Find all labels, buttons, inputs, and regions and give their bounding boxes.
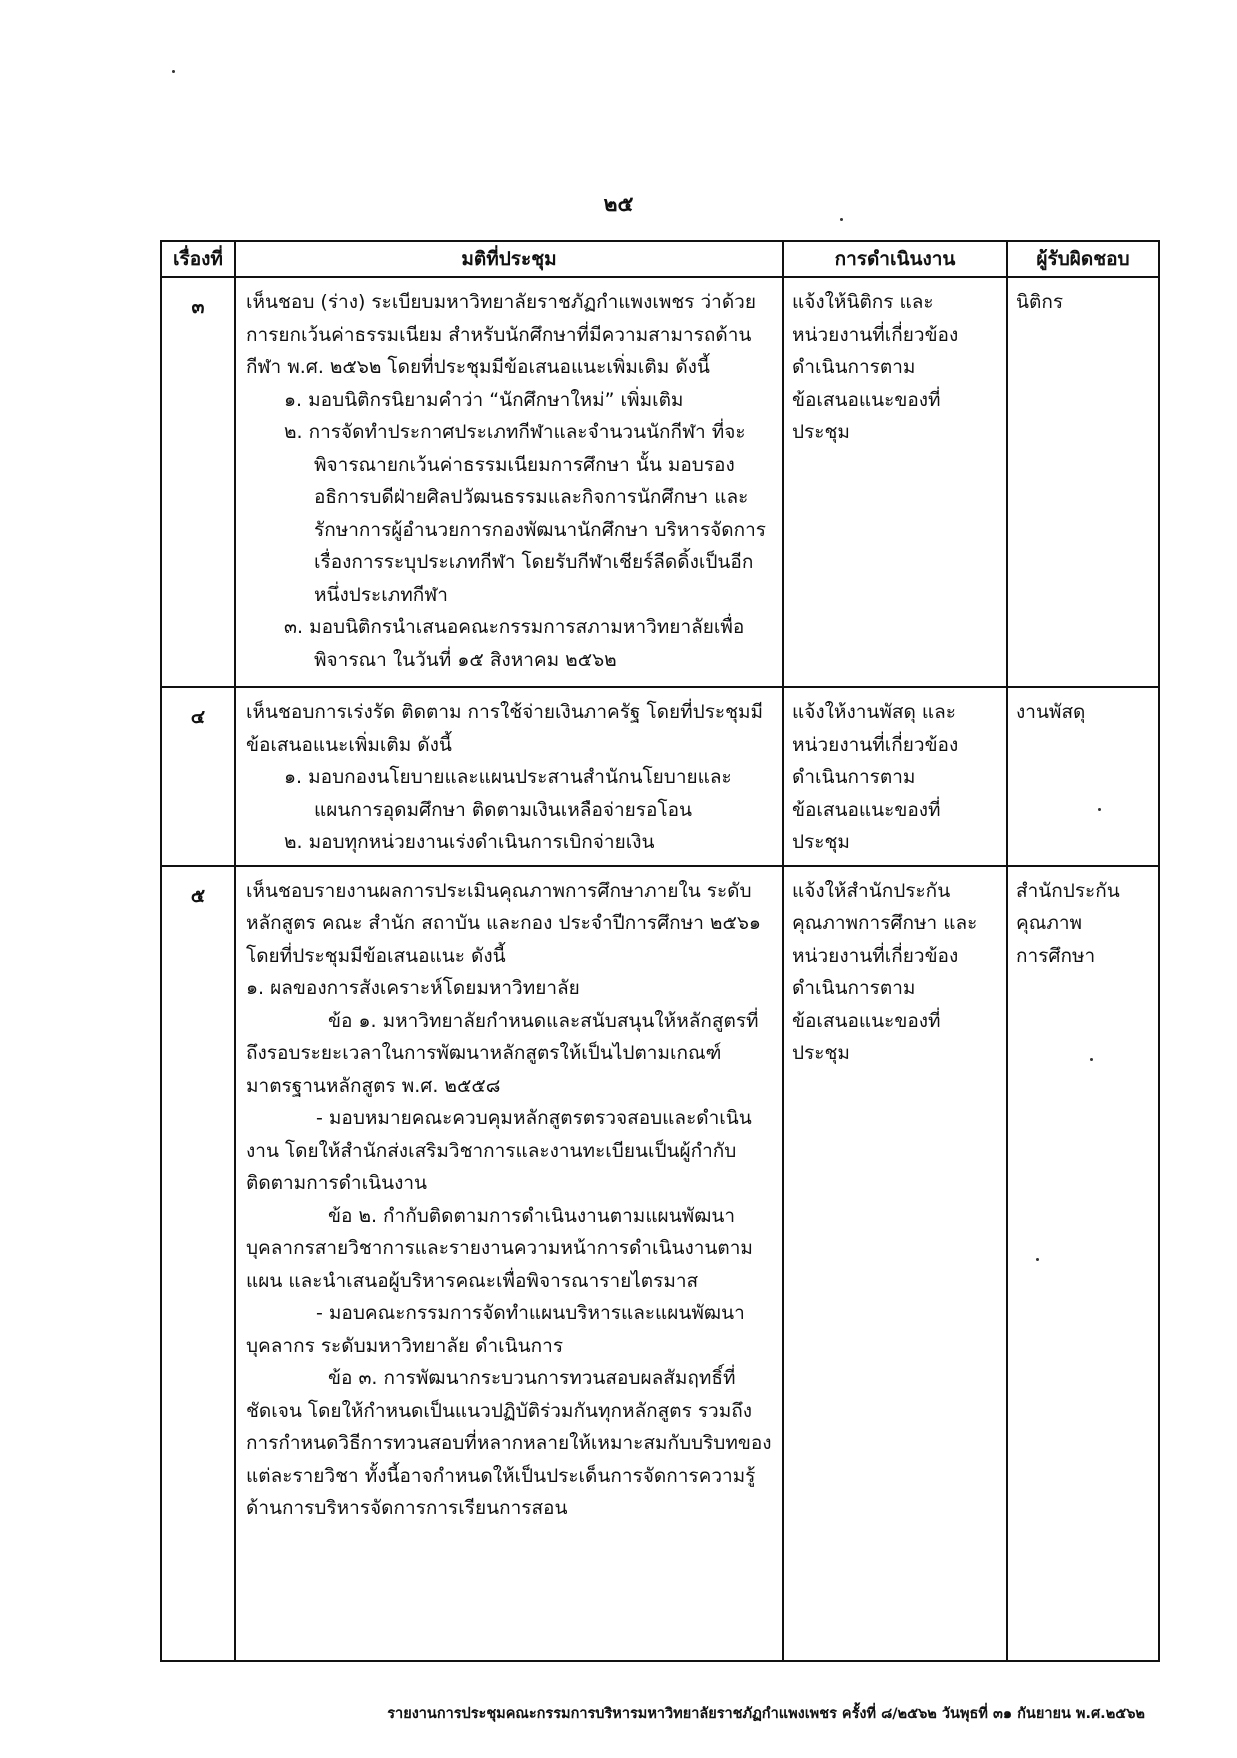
- responsible-cell: [1007, 277, 1159, 687]
- action-cell: [783, 277, 1007, 687]
- minutes-table: [160, 240, 1160, 1662]
- scan-speck: [1036, 1258, 1039, 1261]
- scan-speck: [1090, 1058, 1093, 1061]
- resolution-line: พิจารณา ในวันที่ ๑๕ สิงหาคม ๒๕๖๒: [314, 648, 617, 671]
- resolution-line: เห็นชอบการเร่งรัด ติดตาม การใช้จ่ายเงินภาครัฐ โดยที่ประชุมมีข้อเสนอแนะเพิ่มเติม ดังนี้: [246, 701, 764, 756]
- resolution-line: ข้อ ๒. กำกับติดตามการดำเนินงานตามแผนพัฒนาบุคลากรสายวิชาการและรายงานความหน้าการดำเนินงานตามแผน และนำเสนอผู้บริหารคณะเพื่อพิจารณารายไตรมาส: [246, 1204, 753, 1292]
- action-text: แจ้งให้สำนักประกัน คุณภาพการศึกษา และ หน่วยงานที่เกี่ยวข้อง ดำเนินการตาม ข้อเสนอแนะของที่ ประชุม: [792, 879, 978, 1064]
- action-cell: [783, 687, 1007, 866]
- header-item-no: เรื่องที่: [161, 241, 235, 277]
- responsible-text: งานพัสดุ: [1016, 701, 1086, 723]
- resolution-line: พิจารณายกเว้นค่าธรรมเนียมการศึกษา นั้น มอบรองอธิการบดีฝ่ายศิลปวัฒนธรรมและกิจการนักศึกษา และรักษาการผู้อำนวยการกองพัฒนานักศึกษา บริหารจัดการเรื่องการระบุประเภทกีฬา โดยรับกีฬาเชียร์ลีดดิ้งเป็นอีกหนึ่งประเภทกีฬา: [314, 453, 767, 606]
- scan-speck: [172, 70, 175, 73]
- resolution-line: ข้อ ๓. การพัฒนากระบวนการทวนสอบผลสัมฤทธิ์ที่ชัดเจน โดยให้กำหนดเป็นแนวปฏิบัติร่วมกันทุกหลักสูตร รวมถึงการกำหนดวิธีการทวนสอบที่หลากหลายให้เหมาะสมกับบริบทของแต่ละรายวิชา ทั้งนี้อาจกำหนดให้เป็นประเด็นการจัดการความรู้ด้านการบริหารจัดการการเรียนการสอน: [246, 1367, 772, 1519]
- resolution-line: - มอบคณะกรรมการจัดทำแผนบริหารและแผนพัฒนาบุคลากร ระดับมหาวิทยาลัย ดำเนินการ: [246, 1302, 745, 1357]
- resolution-line: ๑. ผลของการสังเคราะห์โดยมหาวิทยาลัย: [246, 977, 580, 999]
- resolution-line: แผนการอุดมศึกษา ติดตามเงินเหลือจ่ายรอโอน: [314, 798, 693, 821]
- responsible-cell: [1007, 687, 1159, 866]
- header-action: การดำเนินงาน: [783, 241, 1007, 277]
- action-text: แจ้งให้นิติกร และ หน่วยงานที่เกี่ยวข้อง ดำเนินการตาม ข้อเสนอแนะของที่ ประชุม: [792, 291, 959, 443]
- resolution-line: เห็นชอบรายงานผลการประเมินคุณภาพการศึกษาภายใน ระดับหลักสูตร คณะ สำนัก สถาบัน และกอง ประจำปีการศึกษา ๒๕๖๑ โดยที่ประชุมมีข้อเสนอแนะ ดังนี้: [246, 879, 761, 967]
- document-footer: รายงานการประชุมคณะกรรมการบริหารมหาวิทยาลัยราชภัฏกำแพงเพชร ครั้งที่ ๘/๒๕๖๒ วันพุธที่ ๓๑ กันยายน พ.ศ.๒๕๖๒: [387, 1706, 1145, 1722]
- header-responsible: ผู้รับผิดชอบ: [1007, 241, 1159, 277]
- responsible-text: นิติกร: [1016, 291, 1064, 313]
- scan-speck: [840, 218, 843, 221]
- table-header-row: [161, 241, 1159, 277]
- resolution-cell: [235, 866, 783, 1662]
- item-number: ๓: [161, 277, 235, 687]
- item-number: ๕: [161, 866, 235, 1662]
- header-resolution: มติที่ประชุม: [235, 241, 783, 277]
- resolution-line: ข้อ ๑. มหาวิทยาลัยกำหนดและสนับสนุนให้หลักสูตรที่ถึงรอบระยะเวลาในการพัฒนาหลักสูตรให้เป็นไปตามเกณฑ์มาตรฐานหลักสูตร พ.ศ. ๒๕๕๘: [246, 1009, 759, 1097]
- table-row: [161, 866, 1159, 1662]
- resolution-line: ๓. มอบนิติกรนำเสนอคณะกรรมการสภามหาวิทยาลัยเพื่อ: [284, 616, 745, 638]
- scan-speck: [1098, 808, 1101, 811]
- item-number: ๔: [161, 687, 235, 866]
- action-text: แจ้งให้งานพัสดุ และ หน่วยงานที่เกี่ยวข้อง ดำเนินการตาม ข้อเสนอแนะของที่ ประชุม: [792, 701, 959, 853]
- responsible-cell: [1007, 866, 1159, 1662]
- table-row: [161, 687, 1159, 866]
- resolution-line: ๒. มอบทุกหน่วยงานเร่งดำเนินการเบิกจ่ายเงิน: [284, 831, 655, 853]
- resolution-cell: [235, 277, 783, 687]
- resolution-line: เห็นชอบ (ร่าง) ระเบียบมหาวิทยาลัยราชภัฏกำแพงเพชร ว่าด้วย การยกเว้นค่าธรรมเนียม สำหรับนักศึกษาที่มีความสามารถด้านกีฬา พ.ศ. ๒๕๖๒ โดยที่ประชุมมีข้อเสนอแนะเพิ่มเติม ดังนี้: [246, 291, 756, 378]
- action-cell: [783, 866, 1007, 1662]
- responsible-text: สำนักประกัน คุณภาพ การศึกษา: [1016, 879, 1120, 967]
- resolution-line: ๑. มอบนิติกรนิยามคำว่า “นักศึกษาใหม่” เพิ่มเติม: [284, 388, 684, 411]
- resolution-line: ๑. มอบกองนโยบายและแผนประสานสำนักนโยบายและ: [284, 766, 732, 788]
- page-number: ๒๕: [603, 192, 634, 216]
- resolution-line: ๒. การจัดทำประกาศประเภทกีฬาและจำนวนนักกีฬา ที่จะ: [284, 421, 746, 443]
- table-row: [161, 277, 1159, 687]
- resolution-cell: [235, 687, 783, 866]
- resolution-line: - มอบหมายคณะควบคุมหลักสูตรตรวจสอบและดำเนินงาน โดยให้สำนักส่งเสริมวิชาการและงานทะเบียนเป็นผู้กำกับ ติดตามการดำเนินงาน: [246, 1107, 752, 1194]
